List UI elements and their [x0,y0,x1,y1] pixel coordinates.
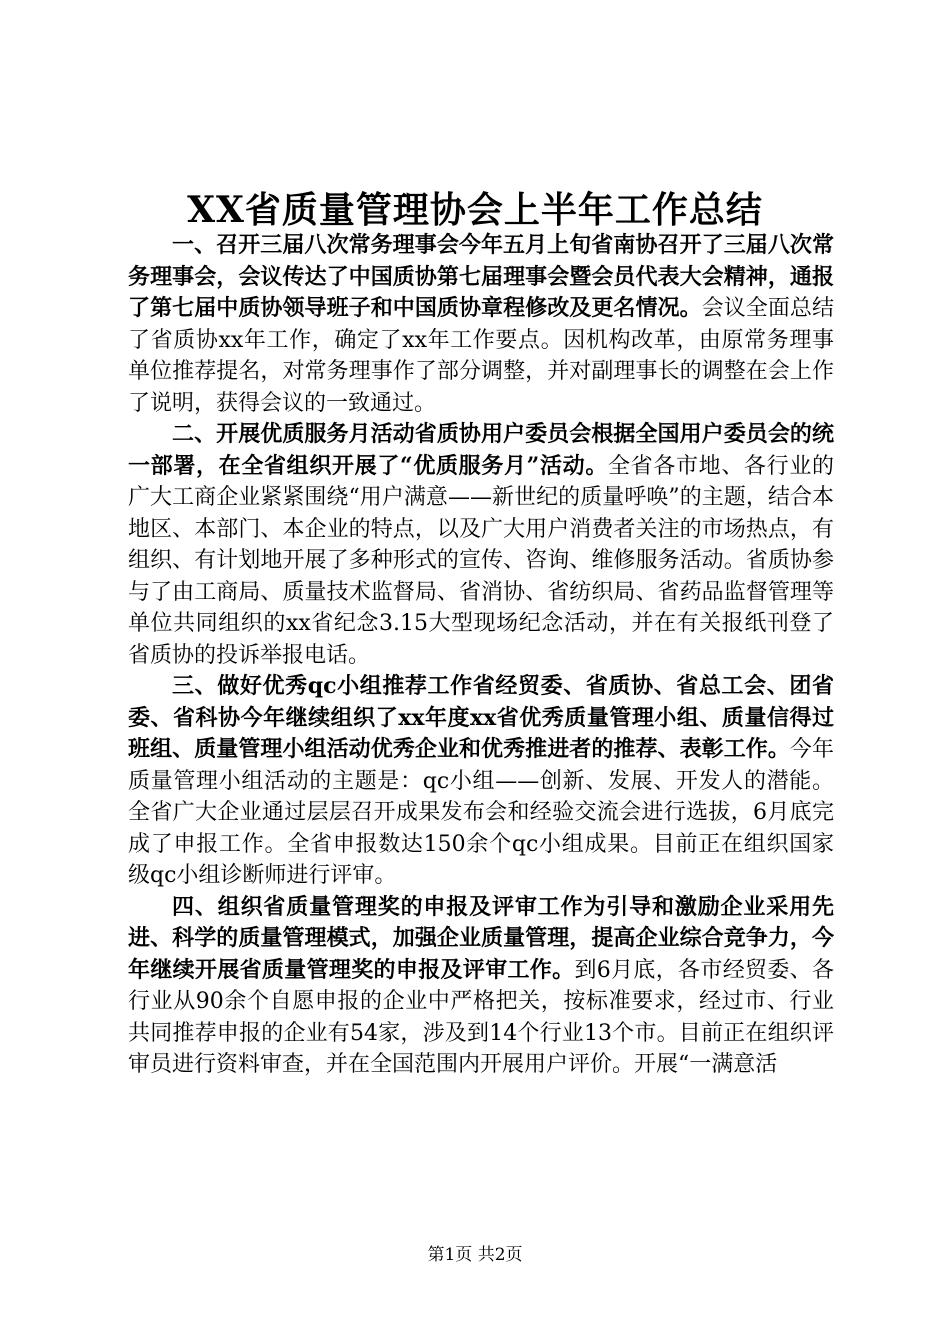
paragraph-2 [128,419,834,671]
paragraph-4-text: 到6月底，各市经贸委、各行业从90余个自愿申报的企业中严格把关，按标准要求，经过市、行业共同推荐申报的企业有54家，涉及到14个行业13个市。目前正在组织评审员进行资料审查，并在全国范围内开展用户评价。开展“一满意活 [128,957,834,1077]
document-title: XX省质量管理协会上半年工作总结 [187,189,763,231]
document-body [128,230,834,1081]
paragraph-2-text: 全省各市地、各行业的广大工商企业紧紧围绕“用户满意——新世纪的质量呼唤”的主题，结合本地区、本部门、本企业的特点，以及广大用户消费者关注的市场热点，有组织、有计划地开展了多种形式的宣传、咨询、维修服务活动。省质协参与了由工商局、质量技术监督局、省消协、省纺织局、省药品监督管理等单位共同组织的xx省纪念3.15大型现场纪念活动，并在有关报纸刊登了省质协的投诉举报电话。 [128,453,834,668]
paragraph-2-heading: 二、开展优质服务月活动省质协用户委员会根据全国用户委员会的统一部署，在全省组织开展了“优质服务月”活动。 [128,421,834,479]
paragraph-4-heading: 四、组织省质量管理奖的申报及评审工作为引导和激励企业采用先进、科学的质量管理模式，加强企业质量管理，提高企业综合竞争力，今年继续开展省质量管理奖的申报及评审工作。 [128,893,834,983]
paragraph-3-heading: 三、做好优秀qc小组推荐工作省经贸委、省质协、省总工会、团省委、省科协今年继续组织了xx年度xx省优秀质量管理小组、质量信得过班组、质量管理小组活动优秀企业和优秀推进者的推荐、表彰工作。 [128,673,834,762]
paragraph-3 [128,671,834,892]
paragraph-4 [128,892,834,1081]
paragraph-1-heading: 一、召开三届八次常务理事会今年五月上旬省南协召开了三届八次常务理事会，会议传达了中国质协第七届理事会暨会员代表大会精神，通报了第七届中质协领导班子和中国质协章程修改及更名情况。 [128,232,834,321]
paragraph-1 [128,230,834,419]
paragraph-3-text: 今年质量管理小组活动的主题是：qc小组——创新、发展、开发人的潜能。全省广大企业通过层层召开成果发布会和经验交流会进行选拔，6月底完成了申报工作。全省申报数达150余个qc小组成果。目前正在组织国家级qc小组诊断师进行评审。 [128,737,834,888]
page-footer: 第1页 共2页 [427,1245,523,1265]
paragraph-1-text: 会议全面总结了省质协xx年工作，确定了xx年工作要点。因机构改革，由原常务理事单位推荐提名，对常务理事作了部分调整，并对副理事长的调整在会上作了说明，获得会议的一致通过。 [128,296,834,416]
